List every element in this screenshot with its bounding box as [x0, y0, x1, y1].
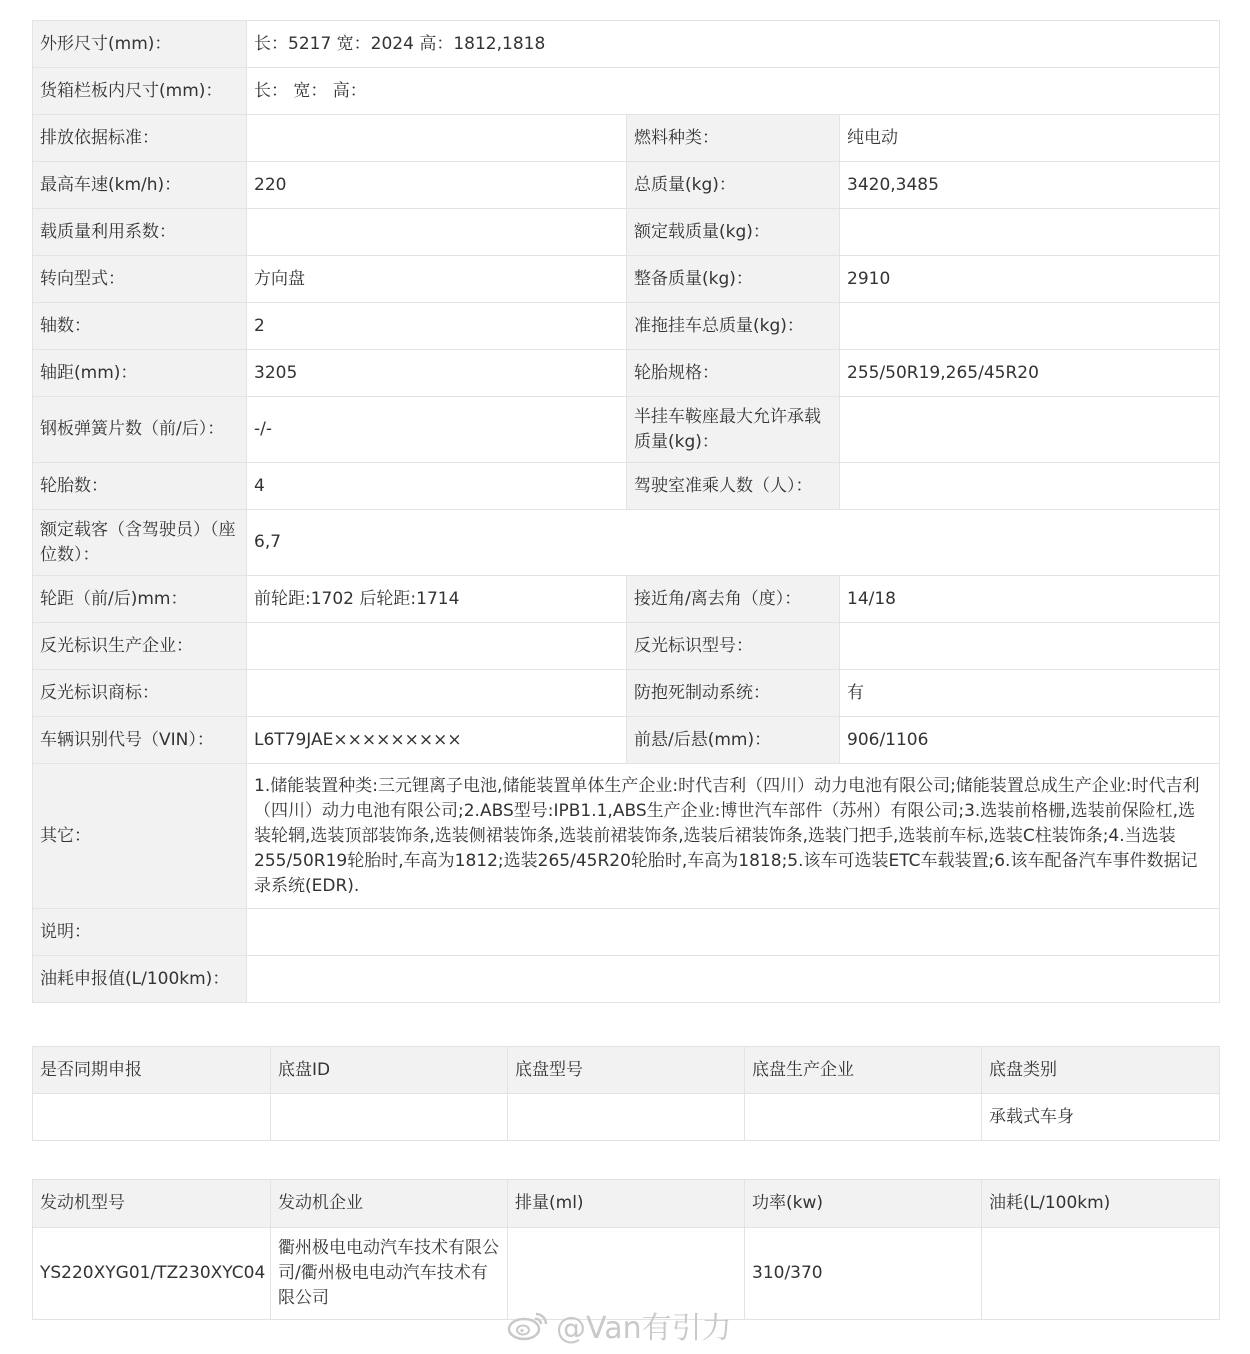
dimensions-value: 长：5217 宽：2024 高：1812,1818	[247, 21, 1220, 68]
chassis-header-sync: 是否同期申报	[33, 1047, 271, 1094]
engine-model-cell: YS220XYG01/TZ230XYC04	[33, 1228, 271, 1320]
steering-value: 方向盘	[247, 256, 627, 303]
overhang-label: 前悬/后悬(mm)：	[627, 717, 840, 764]
tire-spec-value: 255/50R19,265/45R20	[840, 350, 1220, 397]
leaf-springs-value: -/-	[247, 397, 627, 463]
trailer-mass-label: 准拖挂车总质量(kg)：	[627, 303, 840, 350]
total-mass-label: 总质量(kg)：	[627, 162, 840, 209]
vehicle-spec-table	[32, 20, 1220, 1003]
fuel-consumption-label: 油耗申报值(L/100km)：	[33, 956, 247, 1003]
reflect-maker-label: 反光标识生产企业：	[33, 623, 247, 670]
fuel-type-label: 燃料种类：	[627, 115, 840, 162]
engine-fuel-cell	[982, 1228, 1220, 1320]
chassis-header-maker: 底盘生产企业	[745, 1047, 982, 1094]
fuel-type-value: 纯电动	[840, 115, 1220, 162]
reflect-brand-label: 反光标识商标：	[33, 670, 247, 717]
curb-mass-label: 整备质量(kg)：	[627, 256, 840, 303]
other-value: 1.储能装置种类:三元锂离子电池,储能装置单体生产企业:时代吉利（四川）动力电池有限公司;储能装置总成生产企业:时代吉利（四川）动力电池有限公司;2.ABS型号:IPB1.1,ABS生产企业:博世汽车部件（苏州）有限公司;3.选装前格栅,选装前保险杠,选装轮辋,选装顶部装饰条,选装侧裙装饰条,选装前裙装饰条,选装后裙装饰条,选装门把手,选装前车标,选装C柱装饰条;4.当选装255/50R19轮胎时,车高为1812;选装265/45R20轮胎时,车高为1818;5.该车可选装ETC车载装置;6.该车配备汽车事件数据记录系统(EDR).	[247, 764, 1220, 909]
rated-load-value	[840, 209, 1220, 256]
leaf-springs-label: 钢板弹簧片数（前/后）：	[33, 397, 247, 463]
chassis-model-cell	[508, 1094, 745, 1141]
angles-value: 14/18	[840, 576, 1220, 623]
fuel-consumption-value	[247, 956, 1220, 1003]
saddle-load-value	[840, 397, 1220, 463]
emission-std-value	[247, 115, 627, 162]
watermark-text: @Van有引力	[556, 1311, 732, 1346]
chassis-header-id: 底盘ID	[271, 1047, 508, 1094]
engine-header-displacement: 排量(ml)	[508, 1180, 745, 1228]
load-coeff-value	[247, 209, 627, 256]
chassis-header-type: 底盘类别	[982, 1047, 1220, 1094]
total-mass-value: 3420,3485	[840, 162, 1220, 209]
reflect-model-value	[840, 623, 1220, 670]
saddle-load-label: 半挂车鞍座最大允许承载质量(kg)：	[627, 397, 840, 463]
trailer-mass-value	[840, 303, 1220, 350]
engine-header-power: 功率(kw)	[745, 1180, 982, 1228]
engine-header-maker: 发动机企业	[271, 1180, 508, 1228]
cab-seats-label: 驾驶室准乘人数（人）：	[627, 463, 840, 510]
wheelbase-value: 3205	[247, 350, 627, 397]
overhang-value: 906/1106	[840, 717, 1220, 764]
chassis-header-model: 底盘型号	[508, 1047, 745, 1094]
watermark	[506, 1303, 732, 1347]
steering-label: 转向型式：	[33, 256, 247, 303]
chassis-id-cell	[271, 1094, 508, 1141]
tire-count-value: 4	[247, 463, 627, 510]
tire-count-label: 轮胎数：	[33, 463, 247, 510]
chassis-table	[32, 1046, 1220, 1141]
reflect-maker-value	[247, 623, 627, 670]
rated-passengers-value: 6,7	[247, 510, 1220, 576]
reflect-model-label: 反光标识型号：	[627, 623, 840, 670]
rated-passengers-label: 额定载客（含驾驶员）（座位数）：	[33, 510, 247, 576]
engine-header-fuel: 油耗(L/100km)	[982, 1180, 1220, 1228]
axles-value: 2	[247, 303, 627, 350]
vin-label: 车辆识别代号（VIN）：	[33, 717, 247, 764]
track-label: 轮距（前/后)mm：	[33, 576, 247, 623]
rated-load-label: 额定载质量(kg)：	[627, 209, 840, 256]
note-label: 说明：	[33, 909, 247, 956]
chassis-maker-cell	[745, 1094, 982, 1141]
note-value	[247, 909, 1220, 956]
axles-label: 轴数：	[33, 303, 247, 350]
load-coeff-label: 载质量利用系数：	[33, 209, 247, 256]
chassis-sync-cell	[33, 1094, 271, 1141]
chassis-type-cell: 承载式车身	[982, 1094, 1220, 1141]
abs-value: 有	[840, 670, 1220, 717]
dimensions-label: 外形尺寸(mm)：	[33, 21, 247, 68]
reflect-brand-value	[247, 670, 627, 717]
cargo-dims-label: 货箱栏板内尺寸(mm)：	[33, 68, 247, 115]
engine-header-model: 发动机型号	[33, 1180, 271, 1228]
track-value: 前轮距:1702 后轮距:1714	[247, 576, 627, 623]
tire-spec-label: 轮胎规格：	[627, 350, 840, 397]
other-label: 其它：	[33, 764, 247, 909]
angles-label: 接近角/离去角（度）：	[627, 576, 840, 623]
wheelbase-label: 轴距(mm)：	[33, 350, 247, 397]
cab-seats-value	[840, 463, 1220, 510]
curb-mass-value: 2910	[840, 256, 1220, 303]
engine-table	[32, 1179, 1220, 1320]
max-speed-label: 最高车速(km/h)：	[33, 162, 247, 209]
emission-std-label: 排放依据标准：	[33, 115, 247, 162]
max-speed-value: 220	[247, 162, 627, 209]
abs-label: 防抱死制动系统：	[627, 670, 840, 717]
engine-maker-cell: 衢州极电电动汽车技术有限公司/衢州极电电动汽车技术有限公司	[271, 1228, 508, 1320]
cargo-dims-value: 长： 宽： 高：	[247, 68, 1220, 115]
engine-power-cell: 310/370	[745, 1228, 982, 1320]
vin-value: L6T79JAE×××××××××	[247, 717, 627, 764]
weibo-logo-icon	[506, 1308, 550, 1342]
